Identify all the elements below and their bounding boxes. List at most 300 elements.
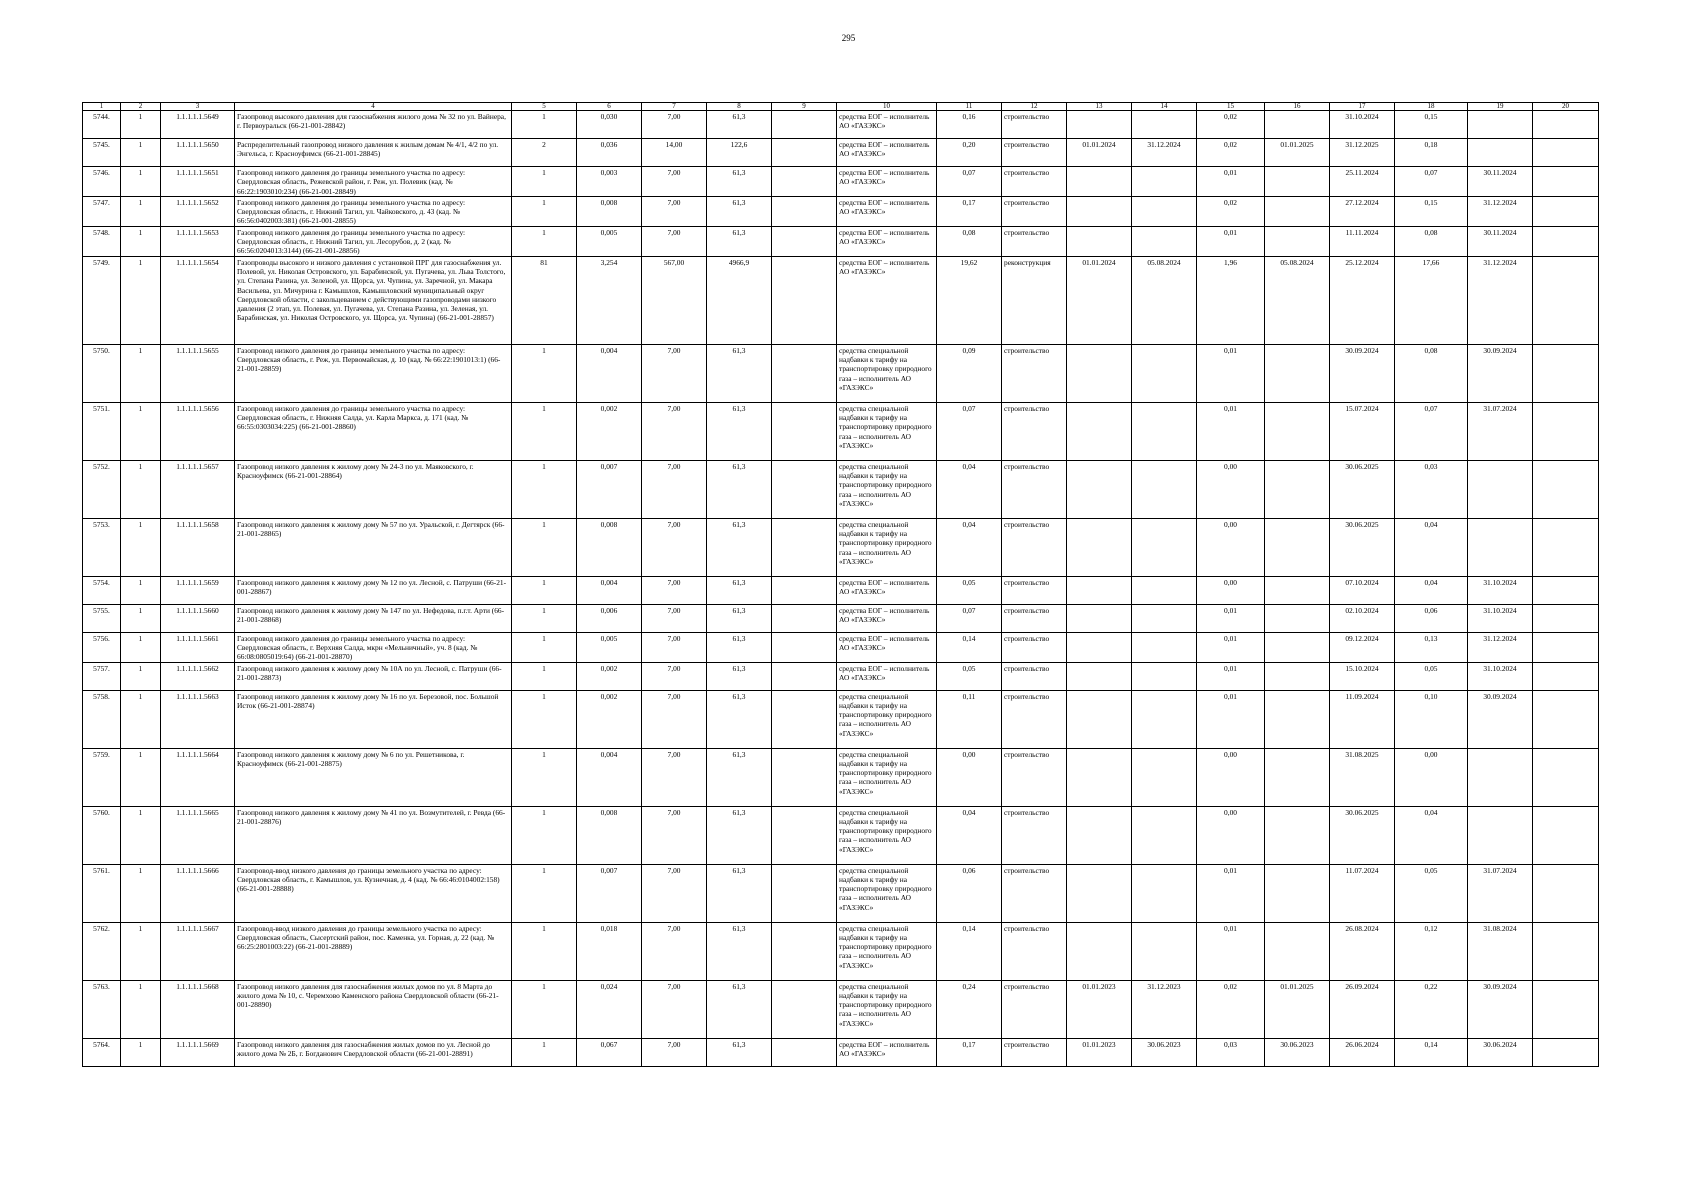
col-5: 1 (512, 806, 577, 864)
col-19 (1468, 460, 1533, 518)
col-11: 0,05 (937, 576, 1002, 604)
col-2: 1 (121, 632, 161, 662)
financing-source: средства специальной надбавки к тарифу на транспортировку природного газа – исполнитель АО «ГАЗЭКС» (837, 460, 937, 518)
col-7: 7,00 (642, 690, 707, 748)
end-date (1132, 167, 1197, 197)
start-date: 01.01.2023 (1067, 1038, 1132, 1066)
col-18: 0,08 (1395, 226, 1468, 256)
col-18: 0,07 (1395, 402, 1468, 460)
col-5: 1 (512, 167, 577, 197)
col-8: 61,3 (707, 922, 772, 980)
col-16 (1265, 576, 1330, 604)
col-16 (1265, 111, 1330, 139)
col-8: 61,3 (707, 662, 772, 690)
table-row (83, 1038, 1599, 1066)
project-description: Газопровод-ввод низкого давления до границы земельного участка по адресу: Свердловская область, г. Камышлов, ул. Кузнечная, д. 4 (кад. № 66:46:0104002:158) (66-21-001-28888) (235, 864, 512, 922)
project-description: Газопровод низкого давления до границы земельного участка по адресу: Свердловская область, г. Реж, ул. Первомайская, д. 10 (кад. № 66:22:1901013:1) (66-21-001-28859) (235, 344, 512, 402)
row-number: 5764. (83, 1038, 121, 1066)
col-19 (1468, 111, 1533, 139)
col-9 (772, 748, 837, 806)
end-date: 30.06.2023 (1132, 1038, 1197, 1066)
col-5: 1 (512, 402, 577, 460)
row-number: 5748. (83, 226, 121, 256)
col-6: 0,008 (577, 518, 642, 576)
column-header-7: 7 (642, 103, 707, 111)
col-5: 1 (512, 604, 577, 632)
col-6: 0,067 (577, 1038, 642, 1066)
col-19: 31.10.2024 (1468, 662, 1533, 690)
project-code: 1.1.1.1.1.5669 (161, 1038, 235, 1066)
column-header-8: 8 (707, 103, 772, 111)
work-type: строительство (1002, 576, 1067, 604)
col-20 (1533, 139, 1599, 167)
project-description: Газопровод низкого давления до границы земельного участка по адресу: Свердловская область, г. Нижний Тагил, ул. Лесорубов, д. 2 (кад. № 66:56:0204013:3144) (66-21-001-28856) (235, 226, 512, 256)
row-number: 5754. (83, 576, 121, 604)
start-date (1067, 922, 1132, 980)
work-type: строительство (1002, 748, 1067, 806)
end-date (1132, 226, 1197, 256)
table-row (83, 748, 1599, 806)
col-17: 30.06.2025 (1330, 460, 1395, 518)
col-5: 81 (512, 256, 577, 344)
col-7: 7,00 (642, 226, 707, 256)
col-8: 61,3 (707, 980, 772, 1038)
start-date (1067, 864, 1132, 922)
col-16: 30.06.2023 (1265, 1038, 1330, 1066)
project-code: 1.1.1.1.1.5650 (161, 139, 235, 167)
col-11: 0,04 (937, 460, 1002, 518)
col-17: 31.08.2025 (1330, 748, 1395, 806)
col-7: 7,00 (642, 111, 707, 139)
end-date: 31.12.2023 (1132, 980, 1197, 1038)
page-number: 295 (841, 33, 856, 43)
col-19: 31.12.2024 (1468, 196, 1533, 226)
project-code: 1.1.1.1.1.5654 (161, 256, 235, 344)
col-8: 61,3 (707, 196, 772, 226)
column-header-10: 10 (837, 103, 937, 111)
col-17: 09.12.2024 (1330, 632, 1395, 662)
col-18: 0,00 (1395, 748, 1468, 806)
project-description: Газопровод низкого давления к жилому дому № 10А по ул. Лесной, с. Патруши (66-21-001-28873) (235, 662, 512, 690)
col-5: 1 (512, 111, 577, 139)
project-code: 1.1.1.1.1.5663 (161, 690, 235, 748)
col-5: 1 (512, 196, 577, 226)
col-6: 0,007 (577, 864, 642, 922)
col-8: 61,3 (707, 518, 772, 576)
col-2: 1 (121, 864, 161, 922)
row-number: 5755. (83, 604, 121, 632)
col-16 (1265, 748, 1330, 806)
financing-source: средства специальной надбавки к тарифу на транспортировку природного газа – исполнитель АО «ГАЗЭКС» (837, 980, 937, 1038)
col-19: 30.11.2024 (1468, 226, 1533, 256)
col-2: 1 (121, 662, 161, 690)
col-11: 0,00 (937, 748, 1002, 806)
col-7: 7,00 (642, 980, 707, 1038)
start-date (1067, 604, 1132, 632)
col-16: 01.01.2025 (1265, 980, 1330, 1038)
project-description: Газопровод низкого давления для газоснабжения жилых домов по ул. Лесной до жилого дома № 2Б, г. Богданович Свердловской области (66-21-001-28891) (235, 1038, 512, 1066)
col-18: 0,05 (1395, 864, 1468, 922)
col-2: 1 (121, 256, 161, 344)
column-number-row (83, 103, 1599, 111)
col-6: 0,005 (577, 632, 642, 662)
col-17: 30.09.2024 (1330, 344, 1395, 402)
col-18: 0,08 (1395, 344, 1468, 402)
project-code: 1.1.1.1.1.5652 (161, 196, 235, 226)
work-type: строительство (1002, 662, 1067, 690)
table-row (83, 226, 1599, 256)
col-5: 1 (512, 748, 577, 806)
col-19: 31.08.2024 (1468, 922, 1533, 980)
row-number: 5747. (83, 196, 121, 226)
col-2: 1 (121, 460, 161, 518)
col-5: 1 (512, 1038, 577, 1066)
end-date (1132, 864, 1197, 922)
col-8: 61,3 (707, 402, 772, 460)
col-17: 27.12.2024 (1330, 196, 1395, 226)
col-20 (1533, 226, 1599, 256)
project-code: 1.1.1.1.1.5662 (161, 662, 235, 690)
financing-source: средства ЕОГ – исполнитель АО «ГАЗЭКС» (837, 196, 937, 226)
col-19: 31.12.2024 (1468, 256, 1533, 344)
project-description: Газопровод низкого давления к жилому дому № 24-3 по ул. Маяковского, г. Красноуфимск (66-21-001-28864) (235, 460, 512, 518)
col-8: 61,3 (707, 1038, 772, 1066)
end-date (1132, 196, 1197, 226)
table-row (83, 196, 1599, 226)
col-7: 7,00 (642, 402, 707, 460)
col-6: 0,004 (577, 576, 642, 604)
project-description: Газопровод низкого давления до границы земельного участка по адресу: Свердловская область, Режевской район, г. Реж, ул. Полевик (кад. № 66:22:1903010:234) (66-21-001-28849) (235, 167, 512, 197)
col-2: 1 (121, 344, 161, 402)
end-date (1132, 748, 1197, 806)
col-6: 0,005 (577, 226, 642, 256)
col-18: 0,04 (1395, 806, 1468, 864)
col-7: 14,00 (642, 139, 707, 167)
end-date (1132, 922, 1197, 980)
col-17: 11.11.2024 (1330, 226, 1395, 256)
col-18: 0,03 (1395, 460, 1468, 518)
col-9 (772, 662, 837, 690)
col-11: 0,17 (937, 1038, 1002, 1066)
col-20 (1533, 402, 1599, 460)
work-type: строительство (1002, 980, 1067, 1038)
col-16 (1265, 226, 1330, 256)
col-2: 1 (121, 980, 161, 1038)
col-15: 0,01 (1197, 662, 1265, 690)
col-8: 61,3 (707, 690, 772, 748)
project-code: 1.1.1.1.1.5656 (161, 402, 235, 460)
column-header-5: 5 (512, 103, 577, 111)
financing-source: средства ЕОГ – исполнитель АО «ГАЗЭКС» (837, 167, 937, 197)
col-16: 05.08.2024 (1265, 256, 1330, 344)
col-16 (1265, 806, 1330, 864)
financing-source: средства специальной надбавки к тарифу на транспортировку природного газа – исполнитель АО «ГАЗЭКС» (837, 690, 937, 748)
work-type: строительство (1002, 518, 1067, 576)
col-15: 0,00 (1197, 576, 1265, 604)
col-16: 01.01.2025 (1265, 139, 1330, 167)
start-date: 01.01.2024 (1067, 256, 1132, 344)
col-17: 30.06.2025 (1330, 518, 1395, 576)
project-description: Газопровод низкого давления к жилому дому № 16 по ул. Березовой, пос. Большой Исток (66-21-001-28874) (235, 690, 512, 748)
col-16 (1265, 662, 1330, 690)
col-19 (1468, 748, 1533, 806)
col-11: 19,62 (937, 256, 1002, 344)
col-16 (1265, 632, 1330, 662)
work-type: строительство (1002, 196, 1067, 226)
column-header-15: 15 (1197, 103, 1265, 111)
column-header-9: 9 (772, 103, 837, 111)
col-20 (1533, 604, 1599, 632)
col-17: 31.12.2025 (1330, 139, 1395, 167)
project-description: Газопроводы высокого и низкого давления с установкой ПРГ для газоснабжения ул. Полевой, ул. Николая Островского, ул. Барабинской, ул. Пугачева, ул. Льва Толстого, ул. Степана Разина, ул. Зеленой, ул. Щорса, ул. Чупина, ул. Заречной, ул. Макара Васильева, ул. Мичурина г. Камышлов, Камышловский муниципальный округ Свердловской области, с закольцеванием с действующими газопроводами низкого давления (2 этап, ул. Полевая, ул. Пугачева, ул. Степана Разина, ул. Зеленая, ул. Барабинская, ул. Николая Островского, ул. Щорса, ул. Чупина) (66-21-001-28857) (235, 256, 512, 344)
col-15: 0,00 (1197, 748, 1265, 806)
work-type: строительство (1002, 167, 1067, 197)
start-date (1067, 518, 1132, 576)
col-9 (772, 922, 837, 980)
work-type: строительство (1002, 864, 1067, 922)
work-type: строительство (1002, 632, 1067, 662)
start-date: 01.01.2023 (1067, 980, 1132, 1038)
column-header-20: 20 (1533, 103, 1599, 111)
project-code: 1.1.1.1.1.5661 (161, 632, 235, 662)
column-header-6: 6 (577, 103, 642, 111)
end-date (1132, 632, 1197, 662)
col-9 (772, 226, 837, 256)
col-7: 7,00 (642, 196, 707, 226)
project-description: Газопровод низкого давления к жилому дому № 12 по ул. Лесной, с. Патруши (66-21-001-28867) (235, 576, 512, 604)
col-5: 1 (512, 518, 577, 576)
col-6: 0,018 (577, 922, 642, 980)
row-number: 5752. (83, 460, 121, 518)
col-6: 0,003 (577, 167, 642, 197)
col-15: 0,02 (1197, 196, 1265, 226)
col-15: 0,02 (1197, 980, 1265, 1038)
project-description: Газопровод низкого давления до границы земельного участка по адресу: Свердловская область, г. Верхняя Салда, мкрн «Мельничный», уч. 8 (кад. № 66:08:0805019:64) (66-21-001-28870) (235, 632, 512, 662)
col-8: 61,3 (707, 111, 772, 139)
end-date (1132, 111, 1197, 139)
table-row (83, 604, 1599, 632)
project-code: 1.1.1.1.1.5649 (161, 111, 235, 139)
col-2: 1 (121, 196, 161, 226)
col-9 (772, 632, 837, 662)
project-description: Газопровод низкого давления к жилому дому № 41 по ул. Возмутителей, г. Ревда (66-21-001-28876) (235, 806, 512, 864)
project-code: 1.1.1.1.1.5665 (161, 806, 235, 864)
project-code: 1.1.1.1.1.5651 (161, 167, 235, 197)
column-header-13: 13 (1067, 103, 1132, 111)
col-16 (1265, 864, 1330, 922)
col-18: 0,10 (1395, 690, 1468, 748)
financing-source: средства ЕОГ – исполнитель АО «ГАЗЭКС» (837, 139, 937, 167)
col-7: 7,00 (642, 864, 707, 922)
col-15: 0,00 (1197, 460, 1265, 518)
col-20 (1533, 980, 1599, 1038)
col-20 (1533, 922, 1599, 980)
col-6: 0,024 (577, 980, 642, 1038)
work-type: строительство (1002, 806, 1067, 864)
col-19: 31.07.2024 (1468, 402, 1533, 460)
table-row (83, 662, 1599, 690)
col-19 (1468, 139, 1533, 167)
row-number: 5749. (83, 256, 121, 344)
start-date (1067, 806, 1132, 864)
col-17: 26.06.2024 (1330, 1038, 1395, 1066)
col-7: 7,00 (642, 1038, 707, 1066)
col-18: 17,66 (1395, 256, 1468, 344)
col-2: 1 (121, 167, 161, 197)
col-15: 0,01 (1197, 632, 1265, 662)
col-6: 0,008 (577, 196, 642, 226)
project-code: 1.1.1.1.1.5667 (161, 922, 235, 980)
start-date (1067, 690, 1132, 748)
project-description: Газопровод низкого давления для газоснабжения жилых домов по ул. 8 Марта до жилого дома № 10, с. Черемхово Каменского района Свердловской области (66-21-001-28890) (235, 980, 512, 1038)
col-8: 61,3 (707, 576, 772, 604)
col-18: 0,14 (1395, 1038, 1468, 1066)
table-row (83, 344, 1599, 402)
col-9 (772, 1038, 837, 1066)
col-17: 15.10.2024 (1330, 662, 1395, 690)
col-2: 1 (121, 604, 161, 632)
project-description: Газопровод низкого давления до границы земельного участка по адресу: Свердловская область, г. Нижний Тагил, ул. Чайковского, д. 43 (кад. № 66:56:0402003:381) (66-21-001-28855) (235, 196, 512, 226)
col-11: 0,07 (937, 604, 1002, 632)
row-number: 5756. (83, 632, 121, 662)
column-header-4: 4 (235, 103, 512, 111)
col-16 (1265, 690, 1330, 748)
col-8: 61,3 (707, 864, 772, 922)
col-18: 0,13 (1395, 632, 1468, 662)
col-19: 31.10.2024 (1468, 576, 1533, 604)
start-date (1067, 632, 1132, 662)
column-header-18: 18 (1395, 103, 1468, 111)
col-11: 0,06 (937, 864, 1002, 922)
start-date (1067, 111, 1132, 139)
end-date: 31.12.2024 (1132, 139, 1197, 167)
col-19: 30.11.2024 (1468, 167, 1533, 197)
col-8: 122,6 (707, 139, 772, 167)
col-2: 1 (121, 139, 161, 167)
col-17: 30.06.2025 (1330, 806, 1395, 864)
start-date (1067, 576, 1132, 604)
investment-program-table (82, 102, 1599, 1067)
col-15: 0,00 (1197, 518, 1265, 576)
column-header-1: 1 (83, 103, 121, 111)
project-description: Газопровод высокого давления для газоснабжения жилого дома № 32 по ул. Вайнера, г. Первоуральск (66-21-001-28842) (235, 111, 512, 139)
col-20 (1533, 344, 1599, 402)
col-16 (1265, 344, 1330, 402)
col-16 (1265, 518, 1330, 576)
col-7: 7,00 (642, 518, 707, 576)
column-header-3: 3 (161, 103, 235, 111)
col-5: 1 (512, 576, 577, 604)
project-description: Газопровод-ввод низкого давления до границы земельного участка по адресу: Свердловская область, Сысертский район, пос. Каменка, ул. Горная, д. 22 (кад. № 66:25:2801003:22) (66-21-001-28889) (235, 922, 512, 980)
col-19: 31.07.2024 (1468, 864, 1533, 922)
col-20 (1533, 518, 1599, 576)
col-6: 0,004 (577, 344, 642, 402)
col-2: 1 (121, 690, 161, 748)
col-9 (772, 604, 837, 632)
work-type: строительство (1002, 690, 1067, 748)
col-9 (772, 518, 837, 576)
col-6: 0,008 (577, 806, 642, 864)
project-code: 1.1.1.1.1.5658 (161, 518, 235, 576)
col-20 (1533, 111, 1599, 139)
financing-source: средства ЕОГ – исполнитель АО «ГАЗЭКС» (837, 256, 937, 344)
col-11: 0,07 (937, 402, 1002, 460)
col-18: 0,04 (1395, 518, 1468, 576)
col-7: 7,00 (642, 806, 707, 864)
col-15: 0,01 (1197, 864, 1265, 922)
col-6: 0,036 (577, 139, 642, 167)
col-20 (1533, 632, 1599, 662)
col-6: 0,004 (577, 748, 642, 806)
project-code: 1.1.1.1.1.5653 (161, 226, 235, 256)
table-row (83, 980, 1599, 1038)
table-body (83, 111, 1599, 1067)
project-code: 1.1.1.1.1.5659 (161, 576, 235, 604)
col-15: 1,96 (1197, 256, 1265, 344)
col-11: 0,14 (937, 922, 1002, 980)
col-11: 0,07 (937, 167, 1002, 197)
col-7: 7,00 (642, 460, 707, 518)
col-5: 1 (512, 864, 577, 922)
col-7: 7,00 (642, 632, 707, 662)
project-description: Распределительный газопровод низкого давления к жилым домам № 4/1, 4/2 по ул. Энгельса, г. Красноуфимск (66-21-001-28845) (235, 139, 512, 167)
table-row (83, 139, 1599, 167)
project-code: 1.1.1.1.1.5666 (161, 864, 235, 922)
col-20 (1533, 576, 1599, 604)
row-number: 5746. (83, 167, 121, 197)
col-19: 30.09.2024 (1468, 344, 1533, 402)
col-9 (772, 139, 837, 167)
financing-source: средства специальной надбавки к тарифу на транспортировку природного газа – исполнитель АО «ГАЗЭКС» (837, 806, 937, 864)
col-19: 31.12.2024 (1468, 632, 1533, 662)
start-date (1067, 460, 1132, 518)
col-6: 0,002 (577, 690, 642, 748)
col-7: 7,00 (642, 344, 707, 402)
row-number: 5757. (83, 662, 121, 690)
col-19: 30.09.2024 (1468, 690, 1533, 748)
start-date (1067, 662, 1132, 690)
col-15: 0,03 (1197, 1038, 1265, 1066)
col-16 (1265, 922, 1330, 980)
col-2: 1 (121, 922, 161, 980)
table-row (83, 460, 1599, 518)
col-11: 0,14 (937, 632, 1002, 662)
work-type: строительство (1002, 139, 1067, 167)
end-date (1132, 402, 1197, 460)
col-11: 0,17 (937, 196, 1002, 226)
col-18: 0,15 (1395, 111, 1468, 139)
financing-source: средства ЕОГ – исполнитель АО «ГАЗЭКС» (837, 576, 937, 604)
start-date (1067, 748, 1132, 806)
col-20 (1533, 460, 1599, 518)
col-17: 02.10.2024 (1330, 604, 1395, 632)
table-row (83, 690, 1599, 748)
project-code: 1.1.1.1.1.5664 (161, 748, 235, 806)
col-8: 61,3 (707, 604, 772, 632)
project-code: 1.1.1.1.1.5657 (161, 460, 235, 518)
financing-source: средства ЕОГ – исполнитель АО «ГАЗЭКС» (837, 662, 937, 690)
col-20 (1533, 864, 1599, 922)
row-number: 5763. (83, 980, 121, 1038)
col-18: 0,06 (1395, 604, 1468, 632)
financing-source: средства ЕОГ – исполнитель АО «ГАЗЭКС» (837, 111, 937, 139)
col-18: 0,18 (1395, 139, 1468, 167)
column-header-12: 12 (1002, 103, 1067, 111)
col-6: 0,002 (577, 402, 642, 460)
col-8: 61,3 (707, 748, 772, 806)
column-header-17: 17 (1330, 103, 1395, 111)
col-5: 1 (512, 460, 577, 518)
